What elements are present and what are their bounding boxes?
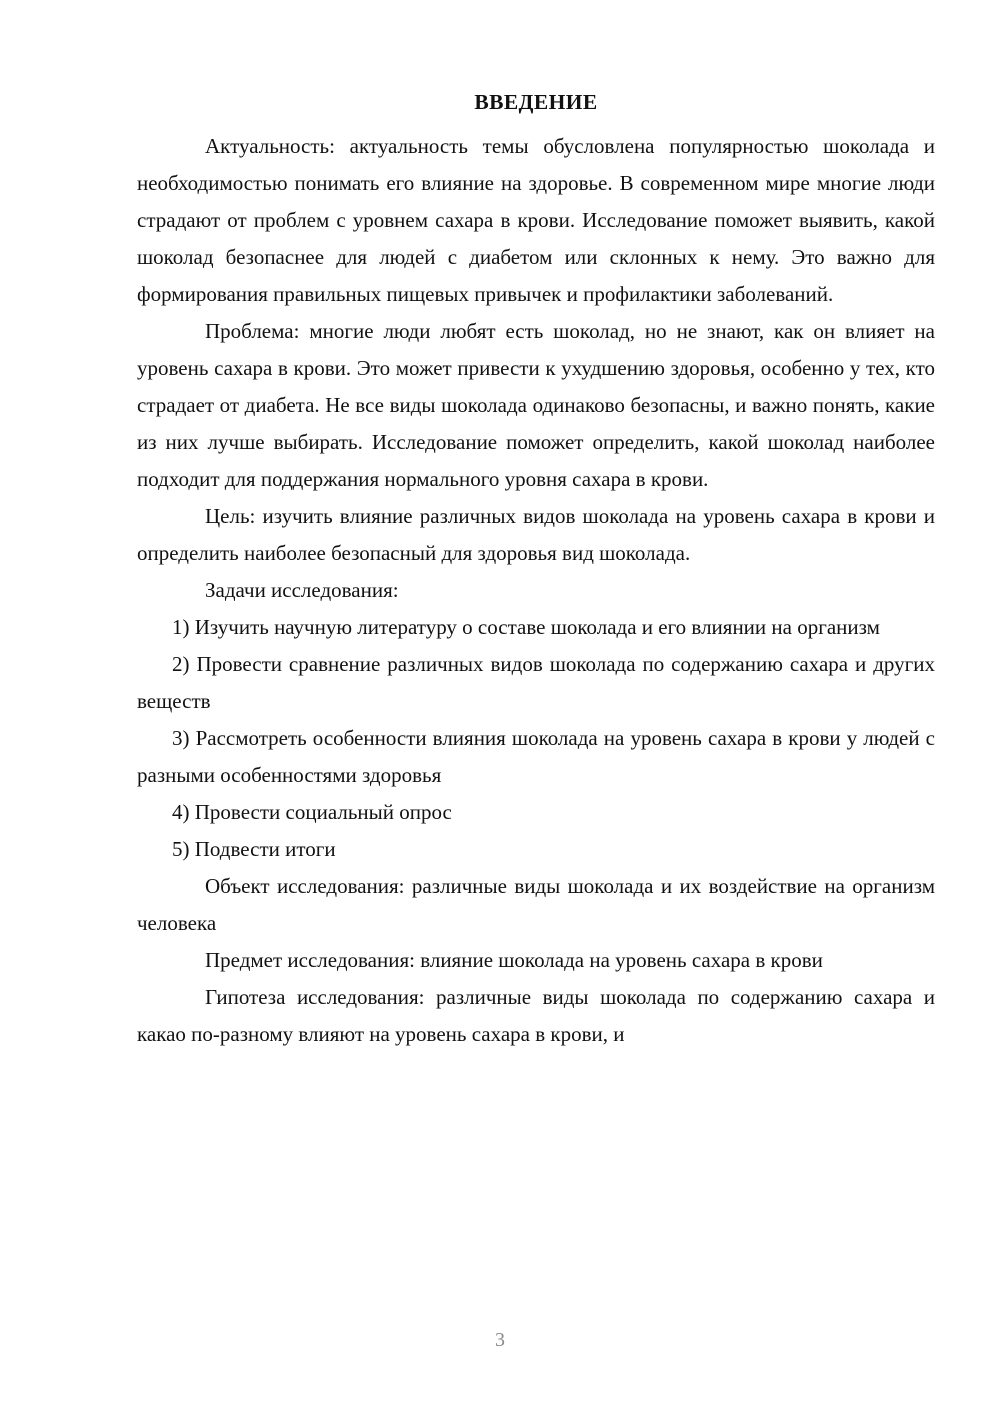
paragraph-hypothesis: Гипотеза исследования: различные виды шоколада по содержанию сахара и какао по-разному влияют на уровень сахара в крови, и [137, 985, 935, 1047]
paragraph-problem: Проблема: многие люди любят есть шоколад, но не знают, как он влияет на уровень сахара в крови. Это может привести к ухудшению здоровья, особенно у тех, кто страдает от диабета. Не все виды шоколада одинаково безопасны, и важно понять, какие из них лучше выбирать. Исследование поможет определить, какой шоколад наиболее подходит для поддержания нормального уровня сахара в крови. [137, 319, 935, 492]
list-item: 3) Рассмотреть особенности влияния шоколада на уровень сахара в крови у людей с разными особенностями здоровья [137, 726, 935, 788]
page-title: ВВЕДЕНИЕ [474, 90, 598, 114]
page-content [137, 86, 935, 1053]
list-item: 5) Подвести итоги [172, 837, 336, 862]
list-item: 2) Провести сравнение различных видов шоколада по содержанию сахара и других веществ [137, 652, 935, 714]
list-item: 4) Провести социальный опрос [172, 800, 452, 825]
tasks-heading: Задачи исследования: [205, 578, 399, 603]
paragraph-subject: Предмет исследования: влияние шоколада на уровень сахара в крови [205, 948, 823, 973]
paragraph-relevance: Актуальность: актуальность темы обусловлена популярностью шоколада и необходимостью понимать его влияние на здоровье. В современном мире многие люди страдают от проблем с уровнем сахара в крови. Исследование поможет выявить, какой шоколад безопаснее для людей с диабетом или склонных к нему. Это важно для формирования правильных пищевых привычек и профилактики заболеваний. [137, 134, 935, 307]
paragraph-goal: Цель: изучить влияние различных видов шоколада на уровень сахара в крови и определить наиболее безопасный для здоровья вид шоколада. [137, 504, 935, 566]
list-item: 1) Изучить научную литературу о составе шоколада и его влиянии на организм [172, 615, 880, 640]
paragraph-object: Объект исследования: различные виды шоколада и их воздействие на организм человека [137, 874, 935, 936]
page-number: 3 [495, 1329, 505, 1351]
